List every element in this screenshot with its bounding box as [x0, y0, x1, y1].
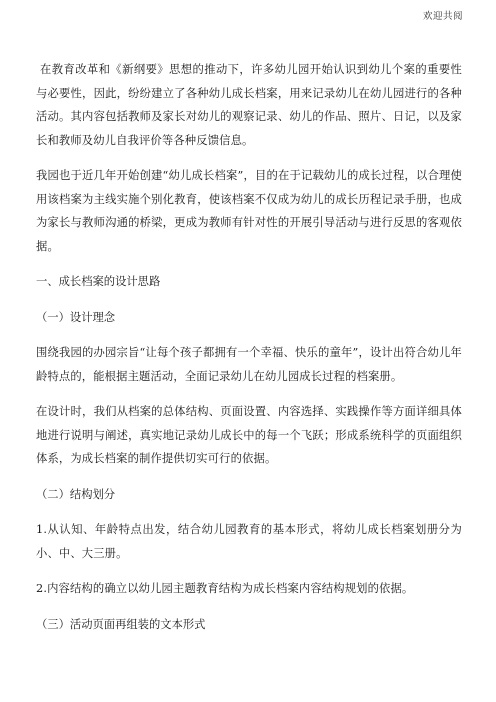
subheading-page-format: （三）活动页面再组装的文本形式: [36, 617, 206, 631]
document-body: [36, 58, 462, 648]
subheading-structure: （二）结构划分: [36, 487, 116, 501]
section-heading-design-ideas: 一、成长档案的设计思路: [36, 275, 161, 288]
paragraph-structure-1: 1.从认知、年龄特点出发，结合幼儿园教育的基本形式，将幼儿成长档案划册分为小、中、大三册。: [36, 523, 462, 560]
header-note: 欢迎共阅: [422, 11, 463, 22]
paragraph-structure-2: 2.内容结构的确立以幼儿园主题教育结构为成长档案内容结构规划的依据。: [36, 582, 414, 595]
paragraph-intro: 在教育改革和《新纲要》思想的推动下，许多幼儿园开始认识到幼儿个案的重要性与必要性，因此，纷纷建立了各种幼儿成长档案，用来记录幼儿在幼儿园进行的各种活动。其内容包括教师及家长对幼儿的观察记录、幼儿的作品、照片、日记，以及家长和教师及幼儿自我评价等各种反馈信息。: [36, 63, 462, 147]
paragraph-design-detail: 在设计时，我们从档案的总体结构、页面设置、内容选择、实践操作等方面详细具体地进行说明与阐述，真实地记录幼儿成长中的每一个飞跃；形成系统科学的页面组织体系，为成长档案的制作提供切实可行的依据。: [36, 405, 462, 465]
paragraph-purpose: 我园也于近几年开始创建“幼儿成长档案”，目的在于记载幼儿的成长过程，以合理使用该档案为主线实施个别化教育，使该档案不仅成为幼儿的成长历程记录手册，也成为家长与教师沟通的桥梁，更成为教师有针对性的开展引导活动与进行反思的客观依据。: [36, 169, 462, 253]
subheading-design-concept: （一）设计理念: [36, 310, 116, 324]
paragraph-concept: 围绕我园的办园宗旨“让每个孩子都拥有一个幸福、快乐的童年”，设计出符合幼儿年龄特点的，能根据主题活动，全面记录幼儿在幼儿园成长过程的档案册。: [36, 346, 462, 383]
